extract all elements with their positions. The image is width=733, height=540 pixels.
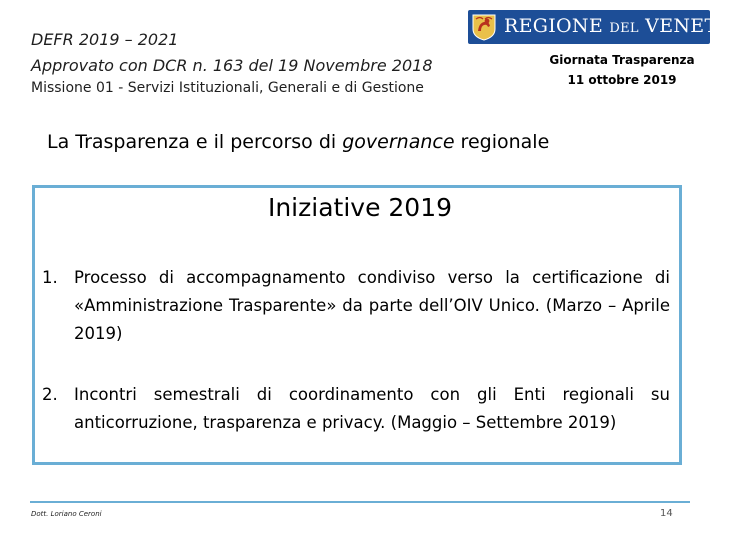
defr-title: DEFR 2019 – 2021 [31,30,179,49]
slide-subtitle: La Trasparenza e il percorso di governance regionale [47,131,550,153]
footer-author: Dott. Loriano Ceroni [31,510,102,518]
missione-label: Missione 01 - Servizi Istituzionali, Generali e di Gestione [31,80,424,96]
initiatives-title: Iniziative 2019 [267,193,453,222]
event-title: Giornata Trasparenza [549,53,695,67]
event-date: 11 ottobre 2019 [567,73,677,87]
footer-divider [30,501,690,503]
defr-heading [31,27,433,79]
list-item-text: Incontri semestrali di coordinamento con gli Enti regionali su anticorruzione, trasparenza e privacy. (Maggio – Settembre 2019) [74,385,670,432]
subtitle-emphasis: governance [342,131,455,153]
lion-emblem-icon [471,13,497,41]
list-item-text: Processo di accompagnamento condiviso verso la certificazione di «Amministrazione Trasparente» da parte dell’OIV Unico. (Marzo – Aprile 2019) [74,268,670,343]
event-info [532,50,712,90]
list-item-number: 1. [42,268,58,287]
logo-text: REGIONE DEL VENETO [504,15,733,37]
regione-veneto-logo [468,10,733,44]
page-number: 14 [660,508,673,519]
list-item-number: 2. [42,385,58,404]
defr-approval: Approvato con DCR n. 163 del 19 Novembre 2018 [31,56,433,75]
